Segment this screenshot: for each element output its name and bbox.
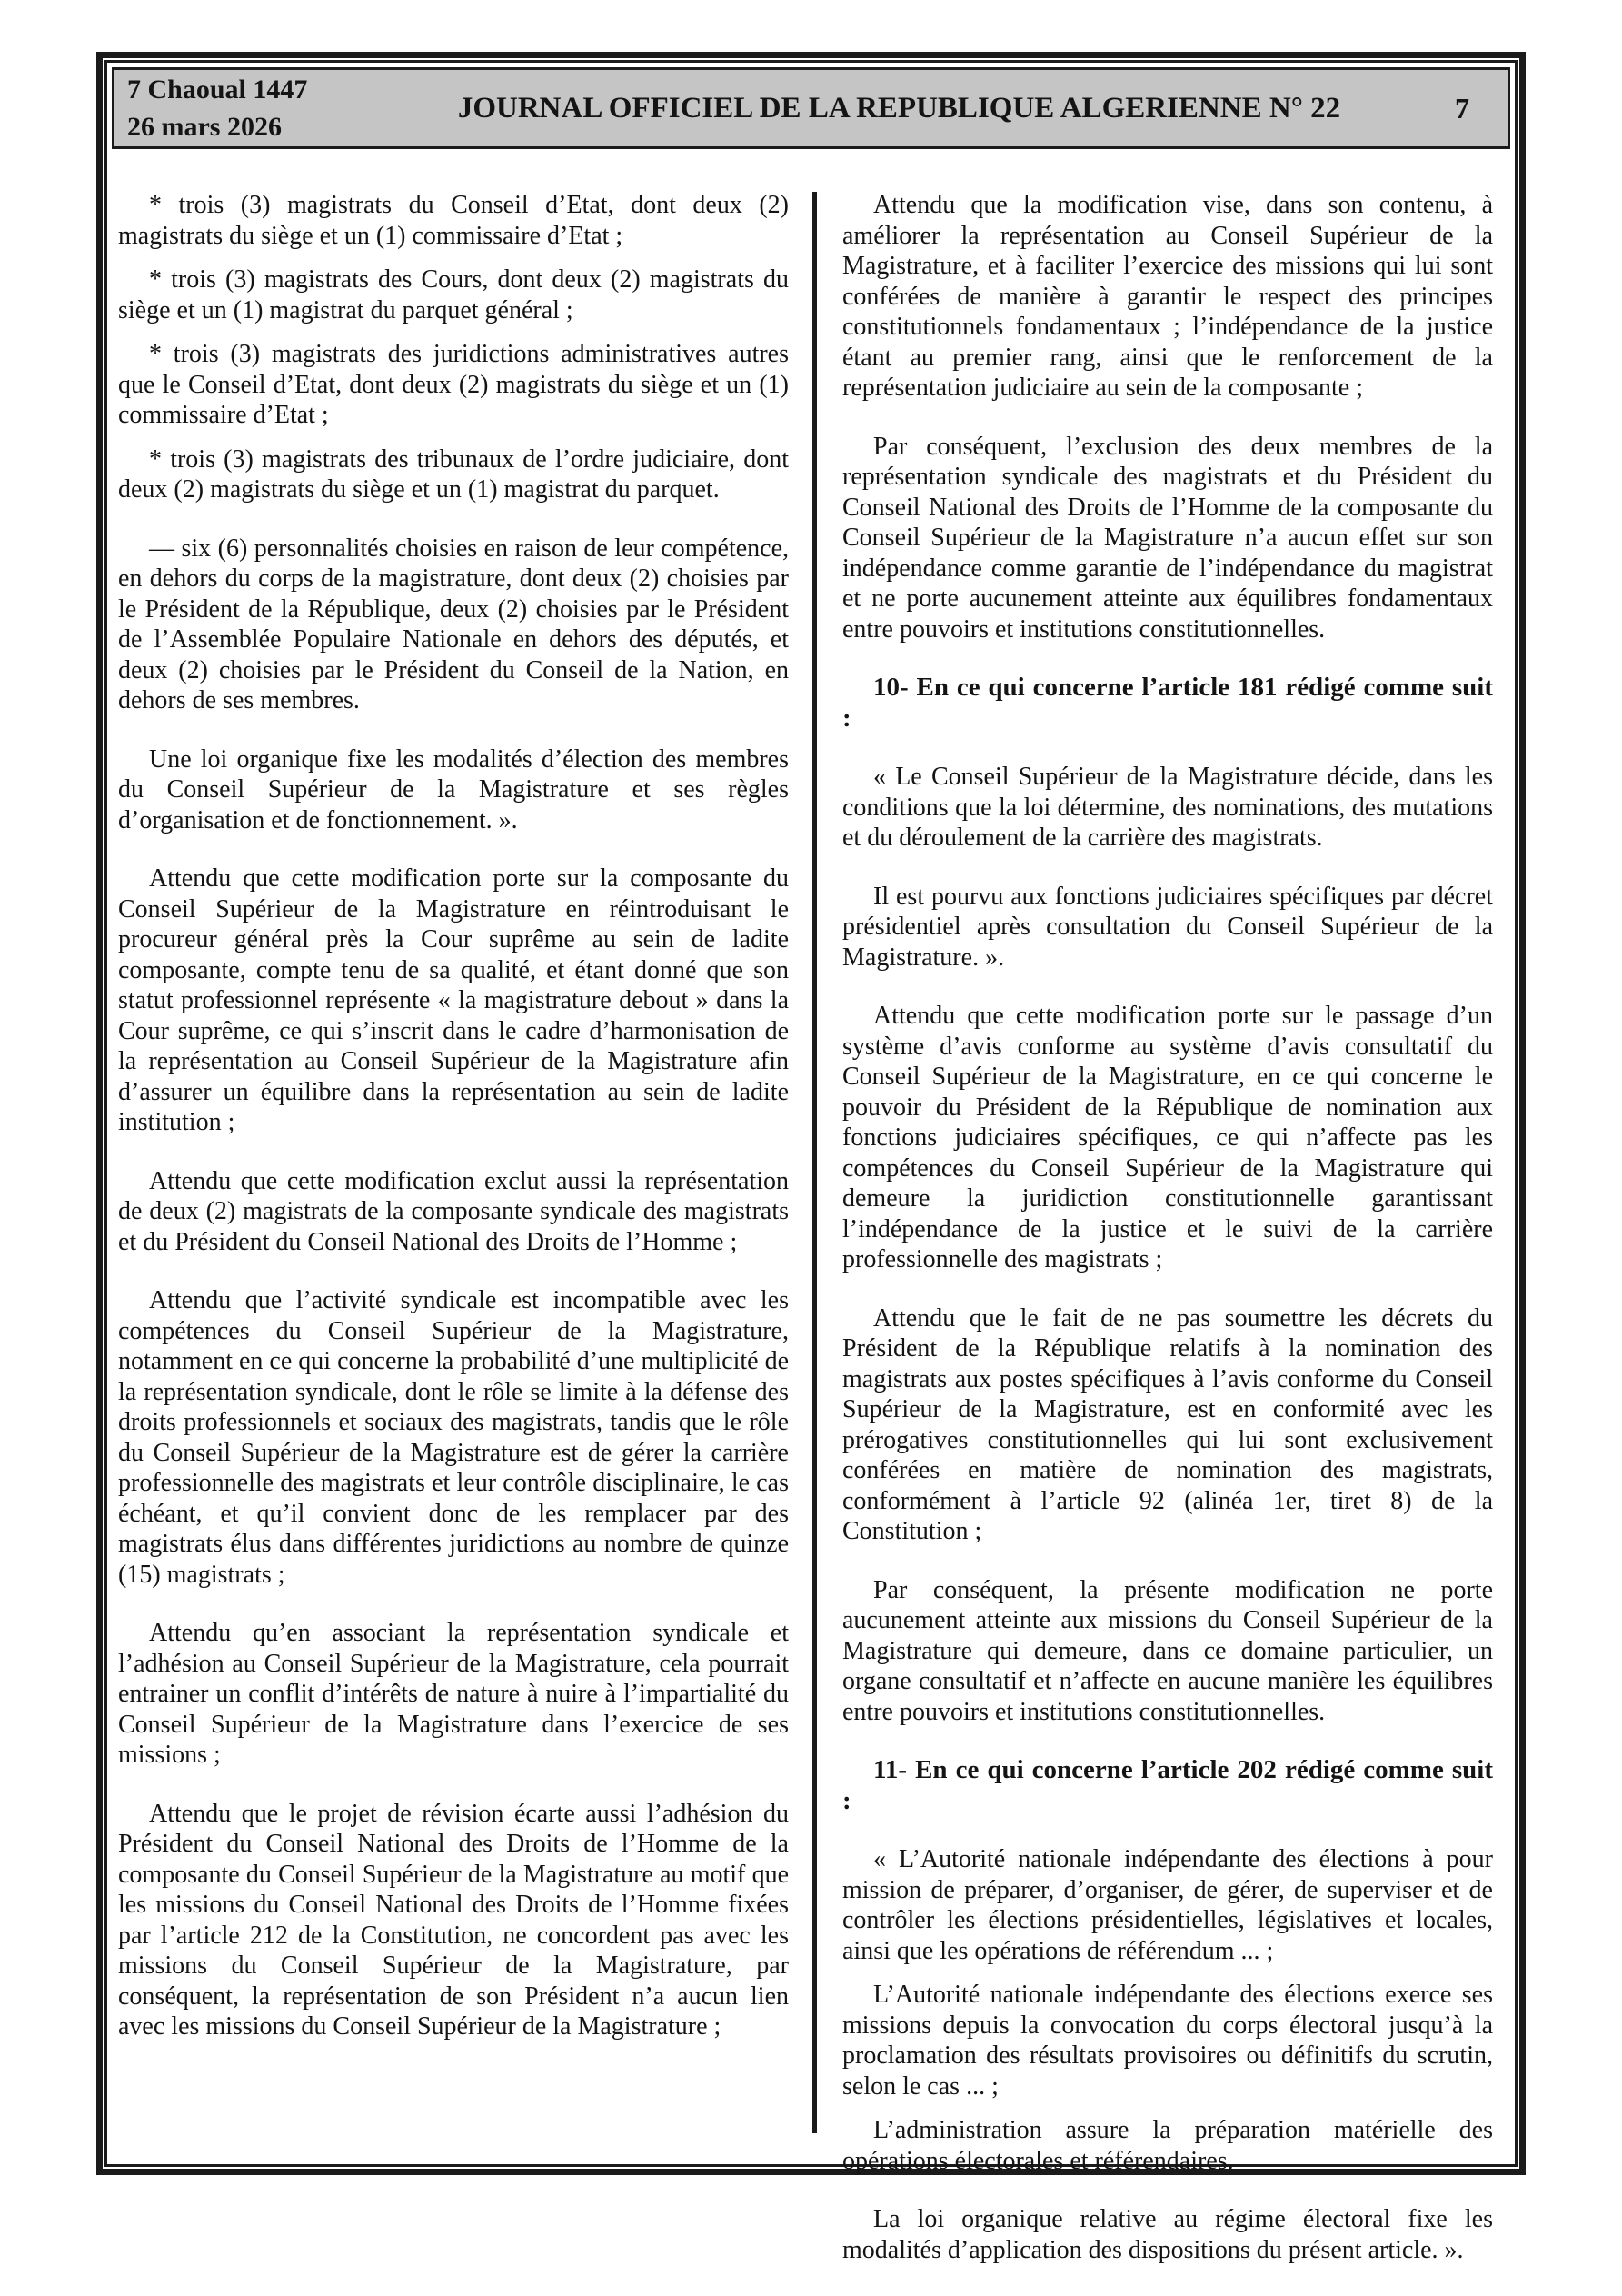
paragraph: * trois (3) magistrats des tribunaux de l’ordre judiciaire, dont deux (2) magistrats du siège et un (1) magistrat du parquet. xyxy=(118,444,789,504)
left-column xyxy=(118,190,789,2164)
paragraph: Attendu que cette modification exclut aussi la représentation de deux (2) magistrats de la composante syndicale des magistrats et du Président du Conseil National des Droits de l’Homme ; xyxy=(118,1166,789,1256)
paragraph: « L’Autorité nationale indépendante des élections à pour mission de préparer, d’organiser, de gérer, de superviser et de contrôler les élections présidentielles, législatives et locales, ainsi que les opérations de référendum ... ; xyxy=(842,1845,1493,1965)
page-frame xyxy=(96,52,1526,2264)
paragraph: * trois (3) magistrats des juridictions administratives autres que le Conseil d’Etat, dont deux (2) magistrats du siège et un (1) commissaire d’Etat ; xyxy=(118,340,789,429)
paragraph: Il est pourvu aux fonctions judiciaires spécifiques par décret présidentiel après consultation du Conseil Supérieur de la Magistrature. ». xyxy=(842,882,1493,972)
paragraph: * trois (3) magistrats du Conseil d’Etat, dont deux (2) magistrats du siège et un (1) commissaire d’Etat ; xyxy=(118,191,789,250)
column-divider xyxy=(812,192,817,2133)
paragraph: Attendu que cette modification porte sur le passage d’un système d’avis conforme au système d’avis consultatif du Conseil Supérieur de la Magistrature, en ce qui concerne le pouvoir du Président de la République de nomination aux fonctions judiciaires spécifiques, ce qui n’affecte pas les compétences du Conseil Supérieur de la Magistrature qui demeure la juridiction constitutionnelle garantissant l’indépendance de la justice et le suivi de la carrière professionnelle des magistrats ; xyxy=(842,1002,1493,1273)
paragraph: Attendu qu’en associant la représentation syndicale et l’adhésion au Conseil Supérieur de la Magistrature, cela pourrait entrainer un conflit d’intérêts de nature à nuire à l’impartialité du Conseil Supérieur de la Magistrature dans l’exercice de ses missions ; xyxy=(118,1619,789,1769)
paragraph: La loi organique relative au régime électoral fixe les modalités d’application des dispositions du présent article. ». xyxy=(842,2205,1493,2264)
date-gregorian: 26 mars 2026 xyxy=(127,112,282,142)
paragraph: Attendu que l’activité syndicale est incompatible avec les compétences du Conseil Supérieur de la Magistrature, notamment en ce qui concerne la probabilité d’une multiplicité de la représentation syndicale, dont le rôle se limite à la défense des droits professionnels et sociaux des magistrats, tandis que le rôle du Conseil Supérieur de la Magistrature est de gérer la carrière professionnelle des magistrats et leur contrôle disciplinaire, le cas échéant, et qu’il convient donc de les remplacer par des magistrats élus dans différentes juridictions au nombre de quinze (15) magistrats ; xyxy=(118,1286,789,1589)
date-hijri: 7 Chaoual 1447 xyxy=(127,75,308,105)
paragraph: Une loi organique fixe les modalités d’élection des membres du Conseil Supérieur de la Magistrature et ses règles d’organisation et de fonctionnement. ». xyxy=(118,744,789,834)
paragraph: * trois (3) magistrats des Cours, dont deux (2) magistrats du siège et un (1) magistrat du parquet général ; xyxy=(118,265,789,324)
paragraph: Attendu que le fait de ne pas soumettre les décrets du Président de la République relatifs à la nomination des magistrats aux postes spécifiques à l’avis conforme du Conseil Supérieur de la Magistrature, est en conformité avec les prérogatives constitutionnelles qui lui sont exclusivement conférées en matière de nomination des magistrats, conformément à l’article 92 (alinéa 1er, tiret 8) de la Constitution ; xyxy=(842,1303,1493,1545)
section-heading-article-202: 11- En ce qui concerne l’article 202 rédigé comme suit : xyxy=(842,1755,1493,1815)
paragraph: L’administration assure la préparation matérielle des opérations électorales et référendaires. xyxy=(842,2116,1493,2175)
paragraph: Attendu que le projet de révision écarte aussi l’adhésion du Président du Conseil National des Droits de l’Homme de la composante du Conseil Supérieur de la Magistrature au motif que les missions du Conseil National des Droits de l’Homme fixées par l’article 212 de la Constitution, ne concordent pas avec les missions du Conseil Supérieur de la Magistrature, par conséquent, la représentation de son Président n’a aucun lien avec les missions du Conseil Supérieur de la Magistrature ; xyxy=(118,1799,789,2041)
paragraph: — six (6) personnalités choisies en raison de leur compétence, en dehors du corps de la magistrature, dont deux (2) choisies par le Président de la République, deux (2) choisies par le Président de l’Assemblée Populaire Nationale en dehors des députés, et deux (2) choisies par le Président du Conseil de la Nation, en dehors de ses membres. xyxy=(118,534,789,714)
paragraph: Par conséquent, l’exclusion des deux membres de la représentation syndicale des magistrats et du Président du Conseil National des Droits de l’Homme de la composante du Conseil Supérieur de la Magistrature n’a aucun effet sur son indépendance comme garantie de l’indépendance du magistrat et ne porte aucunement atteinte aux équilibres fondamentaux entre pouvoirs et institutions constitutionnelles. xyxy=(842,432,1493,644)
right-column xyxy=(842,190,1493,2264)
paragraph: Attendu que la modification vise, dans son contenu, à améliorer la représentation au Conseil Supérieur de la Magistrature, et à faciliter l’exercice des missions qui lui sont conférées de manière à garantir le respect des principes constitutionnels fondamentaux ; l’indépendance de la justice étant au premier rang, ainsi que le renforcement de la représentation judiciaire au sein de la composante ; xyxy=(842,191,1493,402)
section-heading-article-181: 10- En ce qui concerne l’article 181 rédigé comme suit : xyxy=(842,673,1493,733)
paragraph: L’Autorité nationale indépendante des élections exerce ses missions depuis la convocation du corps électoral jusqu’à la proclamation des résultats provisoires ou définitifs du scrutin, selon le cas ... ; xyxy=(842,1981,1493,2101)
paragraph: « Le Conseil Supérieur de la Magistrature décide, dans les conditions que la loi détermine, des nominations, des mutations et du déroulement de la carrière des magistrats. xyxy=(842,763,1493,852)
page-frame-inner xyxy=(104,60,1518,2264)
paragraph: Par conséquent, la présente modification ne porte aucunement atteinte aux missions du Conseil Supérieur de la Magistrature qui demeure, dans ce domaine particulier, un organe consultatif et n’affecte en aucune manière les équilibres entre pouvoirs et institutions constitutionnelles. xyxy=(842,1575,1493,1726)
journal-header-bar xyxy=(112,67,1510,149)
paragraph: Attendu que cette modification porte sur la composante du Conseil Supérieur de la Magistrature en réintroduisant le procureur général près la Cour suprême au sein de ladite composante, compte tenu de sa qualité, et étant donné que son statut professionnel représente « la magistrature debout » dans la Cour suprême, ce qui s’inscrit dans le cadre d’harmonisation de la représentation au Conseil Supérieur de la Magistrature afin d’assurer un équilibre dans la représentation au sein de ladite institution ; xyxy=(118,864,789,1136)
header-dates xyxy=(114,71,427,145)
document-body xyxy=(107,152,1515,2264)
journal-title: JOURNAL OFFICIEL DE LA REPUBLIQUE ALGERIENNE N° 22 xyxy=(457,91,1341,125)
page-number: 7 xyxy=(1455,91,1469,125)
